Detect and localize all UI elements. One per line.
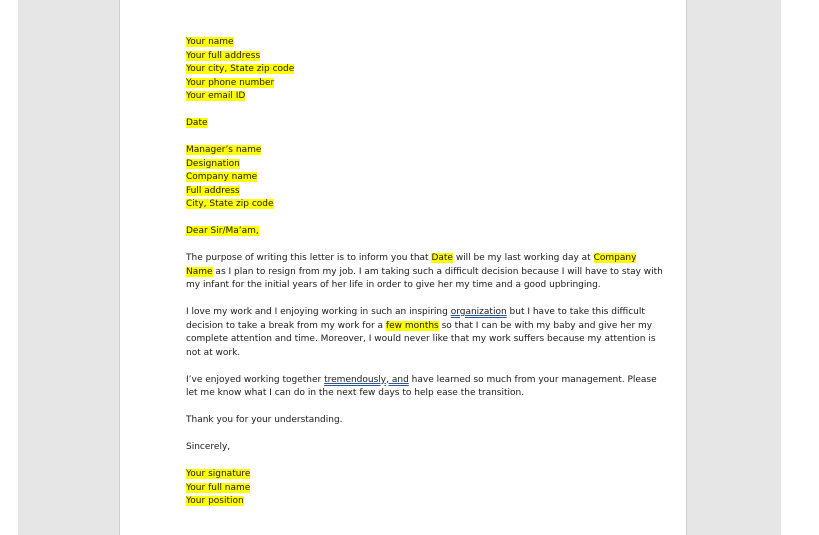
para2-text: but I have to take this difficult bbox=[506, 307, 645, 317]
para3-text: have learned so much from your management. Please bbox=[408, 374, 657, 385]
recipient-company: Company name bbox=[186, 172, 258, 182]
para2-line4: not at work. bbox=[186, 347, 241, 358]
para2-text: so that I can be with my baby and give her my bbox=[438, 320, 653, 331]
placeholder-date: Date bbox=[431, 253, 453, 263]
signoff-position: Your position bbox=[186, 496, 244, 506]
para3-line2: let me know what I can do in the next few days to help ease the transition. bbox=[186, 388, 525, 398]
closing-line: Sincerely, bbox=[186, 442, 231, 452]
letter-body[interactable] bbox=[186, 36, 663, 509]
grammar-flag-organization[interactable]: organization bbox=[450, 307, 507, 317]
salutation: Dear Sir/Ma’am, bbox=[186, 226, 259, 236]
recipient-city: City, State zip code bbox=[186, 199, 274, 209]
sender-city: Your city, State zip code bbox=[186, 64, 295, 74]
sender-email: Your email ID bbox=[186, 91, 246, 101]
para1-line3: my infant for the initial years of her life in order to give her my time and a good upbringing. bbox=[186, 280, 601, 290]
para1-line2 bbox=[186, 266, 663, 280]
sender-address: Your full address bbox=[186, 50, 261, 61]
para1-text: will be my last working day at bbox=[452, 253, 594, 263]
sender-block bbox=[186, 36, 626, 50]
para2-text: decision to take a break from my work for a bbox=[186, 320, 386, 331]
placeholder-company-name: Name bbox=[186, 266, 213, 277]
para2-text: I love my work and I enjoying working in such an inspiring bbox=[186, 307, 451, 317]
signoff-full-name: Your full name bbox=[186, 482, 251, 493]
thanks-line: Thank you for your understanding. bbox=[186, 415, 343, 425]
para2-line1 bbox=[186, 306, 645, 320]
para1-text: as I plan to resign from my job. I am taking such a difficult decision because I will have to stay with bbox=[212, 266, 663, 277]
para2-line2 bbox=[186, 320, 653, 334]
grammar-flag-tremendously[interactable]: tremendously, and bbox=[324, 374, 409, 385]
recipient-address: Full address bbox=[186, 185, 240, 196]
para2-line3: complete attention and time. Moreover, I would never like that my work suffers because my attention is bbox=[186, 334, 656, 344]
sender-name: Your name bbox=[186, 37, 234, 47]
sender-phone: Your phone number bbox=[186, 77, 275, 88]
recipient-designation: Designation bbox=[186, 158, 240, 169]
para3-line1 bbox=[186, 374, 657, 388]
letter-date: Date bbox=[186, 118, 208, 128]
para3-text: I’ve enjoyed working together bbox=[186, 374, 325, 385]
para1-text: The purpose of writing this letter is to inform you that bbox=[186, 253, 432, 263]
recipient-manager: Manager’s name bbox=[186, 145, 262, 155]
placeholder-company: Company bbox=[593, 253, 637, 263]
signoff-signature: Your signature bbox=[186, 469, 251, 479]
placeholder-few-months: few months bbox=[385, 320, 439, 331]
para1-line1 bbox=[186, 252, 637, 266]
